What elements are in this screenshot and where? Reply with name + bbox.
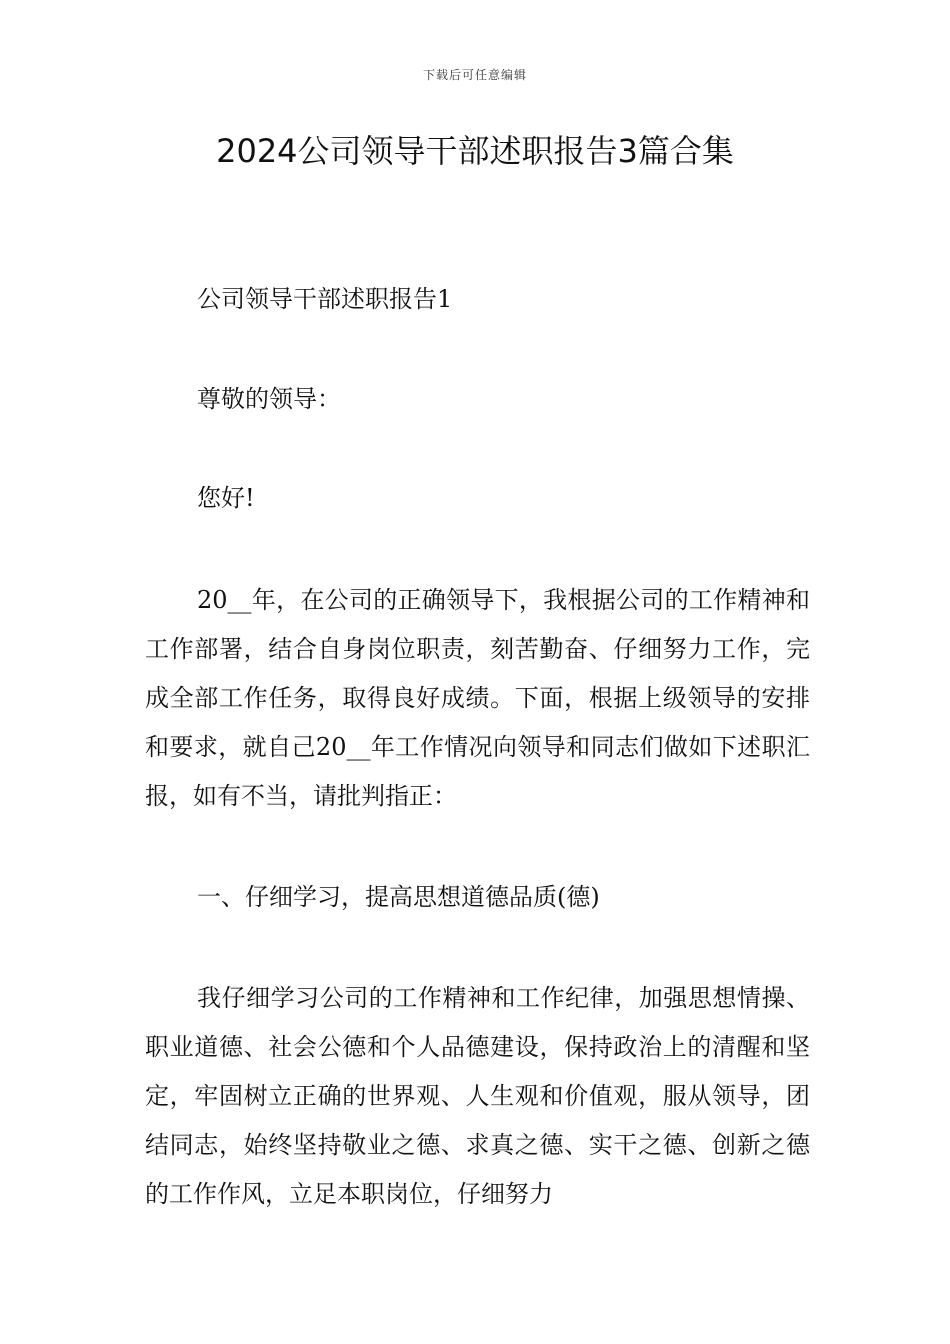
section-heading: 一、仔细学习，提高思想道德品质(德) — [197, 883, 600, 911]
intro-paragraph: 20__年，在公司的正确领导下，我根据公司的工作精神和工作部署，结合自身岗位职责，刻苦勤奋、仔细努力工作，完成全部工作任务，取得良好成绩。下面，根据上级领导的安排和要求，就自己20__年工作情况向领导和同志们做如下述职汇报，如有不当，请批判指正： — [145, 586, 810, 810]
salutation: 尊敬的领导： — [197, 385, 341, 413]
section-body-paragraph: 我仔细学习公司的工作精神和工作纪律，加强思想情操、职业道德、社会公德和个人品德建设，保持政治上的清醒和坚定，牢固树立正确的世界观、人生观和价值观，服从领导，团结同志，始终坚持敬业之德、求真之德、实干之德、创新之德的工作作风，立足本职岗位，仔细努力 — [145, 984, 810, 1208]
document-title: 2024公司领导干部述职报告3篇合集 — [216, 132, 734, 170]
header-note: 下载后可任意编辑 — [422, 68, 527, 82]
report-subtitle: 公司领导干部述职报告1 — [197, 285, 453, 313]
greeting: 您好! — [197, 484, 255, 512]
